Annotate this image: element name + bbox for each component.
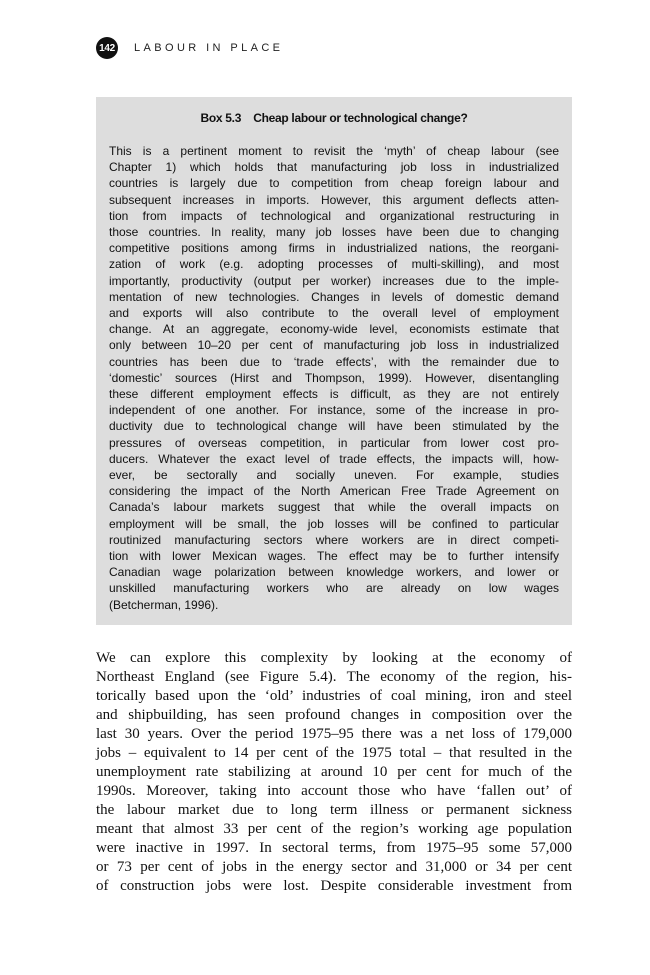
running-title: LABOUR IN PLACE xyxy=(134,42,284,54)
box-text-line: ‘domestic’ sources (Hirst and Thompson, 1999). However, disentangling xyxy=(109,370,559,385)
body-text-line: were inactive in 1997. In sectoral terms, from 1975–95 some 57,000 xyxy=(96,840,572,856)
box-text-line: Canadian wage polarization between knowledge workers, and lower or xyxy=(109,565,559,580)
body-text-line: meant that almost 33 per cent of the region’s working age population xyxy=(96,821,572,837)
box-text-line: change. At an aggregate, economy-wide level, economists estimate that xyxy=(109,322,559,337)
box-text-line: countries is largely due to competition from cheap foreign labour and xyxy=(109,176,559,191)
box-text-line: zation of work (e.g. adopting processes of multi-skilling), and most xyxy=(109,257,559,272)
box-text-line: ever, be sectorally and socially uneven. For example, studies xyxy=(109,468,559,483)
body-text-line: Northeast England (see Figure 5.4). The economy of the region, his- xyxy=(96,669,572,685)
body-text-line: last 30 years. Over the period 1975–95 there was a net loss of 179,000 xyxy=(96,726,572,742)
sidebar-box xyxy=(96,97,572,625)
body-text-line: unemployment rate stabilizing at around 10 per cent for much of the xyxy=(96,764,572,780)
box-text-line: employment will be small, the job losses will be confined to particular xyxy=(109,516,559,531)
box-text-line: ducers. Whatever the exact level of trade effects, the impacts will, how- xyxy=(109,451,559,466)
box-text-line: ductivity due to technological change will have been stimulated by the xyxy=(109,419,559,434)
box-text-line: Chapter 1) which holds that manufacturing job loss in industrialized xyxy=(109,160,559,175)
box-text-line: considering the impact of the North American Free Trade Agreement on xyxy=(109,484,559,499)
page-number: 142 xyxy=(96,37,118,59)
box-text-line: countries has been due to ‘trade effects’, with the remainder due to xyxy=(109,354,559,369)
box-text-line: importantly, productivity (output per worker) increases due to the imple- xyxy=(109,273,559,288)
box-text-line: (Betcherman, 1996). xyxy=(109,597,219,612)
box-text-line: subsequent increases in imports. However, this argument deflects atten- xyxy=(109,192,559,207)
body-text-line: We can explore this complexity by looking at the economy of xyxy=(96,650,572,666)
body-text-line: of construction jobs were lost. Despite considerable investment from xyxy=(96,878,572,894)
box-text-line: and exports will also contribute to the overall level of employment xyxy=(109,306,559,321)
box-text-line: independent of one another. For instance, some of the increase in pro- xyxy=(109,403,559,418)
box-text-line: mentation of new technologies. Changes in levels of domestic demand xyxy=(109,289,559,304)
body-text-line: jobs – equivalent to 14 per cent of the 1975 total – that resulted in the xyxy=(96,745,572,761)
box-text-line: routinized manufacturing sectors where workers are in direct competi- xyxy=(109,532,559,547)
body-text-line: and shipbuilding, has seen profound changes in composition over the xyxy=(96,707,572,723)
box-text-line: tion from impacts of technological and organizational restructuring in xyxy=(109,208,559,223)
box-title: Box 5.3 Cheap labour or technological change? xyxy=(200,111,468,125)
box-text-line: Canada’s labour markets suggest that while the overall impacts on xyxy=(109,500,559,515)
box-text-line: unskilled manufacturing workers who are already on low wages xyxy=(109,581,559,596)
body-text-line: torically based upon the ‘old’ industries of coal mining, iron and steel xyxy=(96,688,572,704)
box-text xyxy=(109,143,559,613)
body-paragraph xyxy=(96,649,572,896)
body-text-line: or 73 per cent of jobs in the energy sector and 31,000 or 34 per cent xyxy=(96,859,572,875)
box-text-line: This is a pertinent moment to revisit the ‘myth’ of cheap labour (see xyxy=(109,144,559,158)
running-head xyxy=(96,37,283,59)
box-text-line: only between 10–20 per cent of manufacturing job loss in industrialized xyxy=(109,338,559,353)
body-text-line: the labour market due to long term illness or permanent sickness xyxy=(96,802,572,818)
box-text-line: tion with lower Mexican wages. The effect may be to further intensify xyxy=(109,549,559,564)
box-text-line: competitive positions among firms in industrialized nations, the reorgani- xyxy=(109,241,559,256)
body-text-line: 1990s. Moreover, taking into account those who have ‘fallen out’ of xyxy=(96,783,572,799)
box-text-line: those countries. In reality, many job losses have been due to changing xyxy=(109,225,559,240)
box-text-line: these different employment effects is difficult, as they are not entirely xyxy=(109,387,559,402)
box-text-line: pressures of overseas competition, in particular from lower cost pro- xyxy=(109,435,559,450)
